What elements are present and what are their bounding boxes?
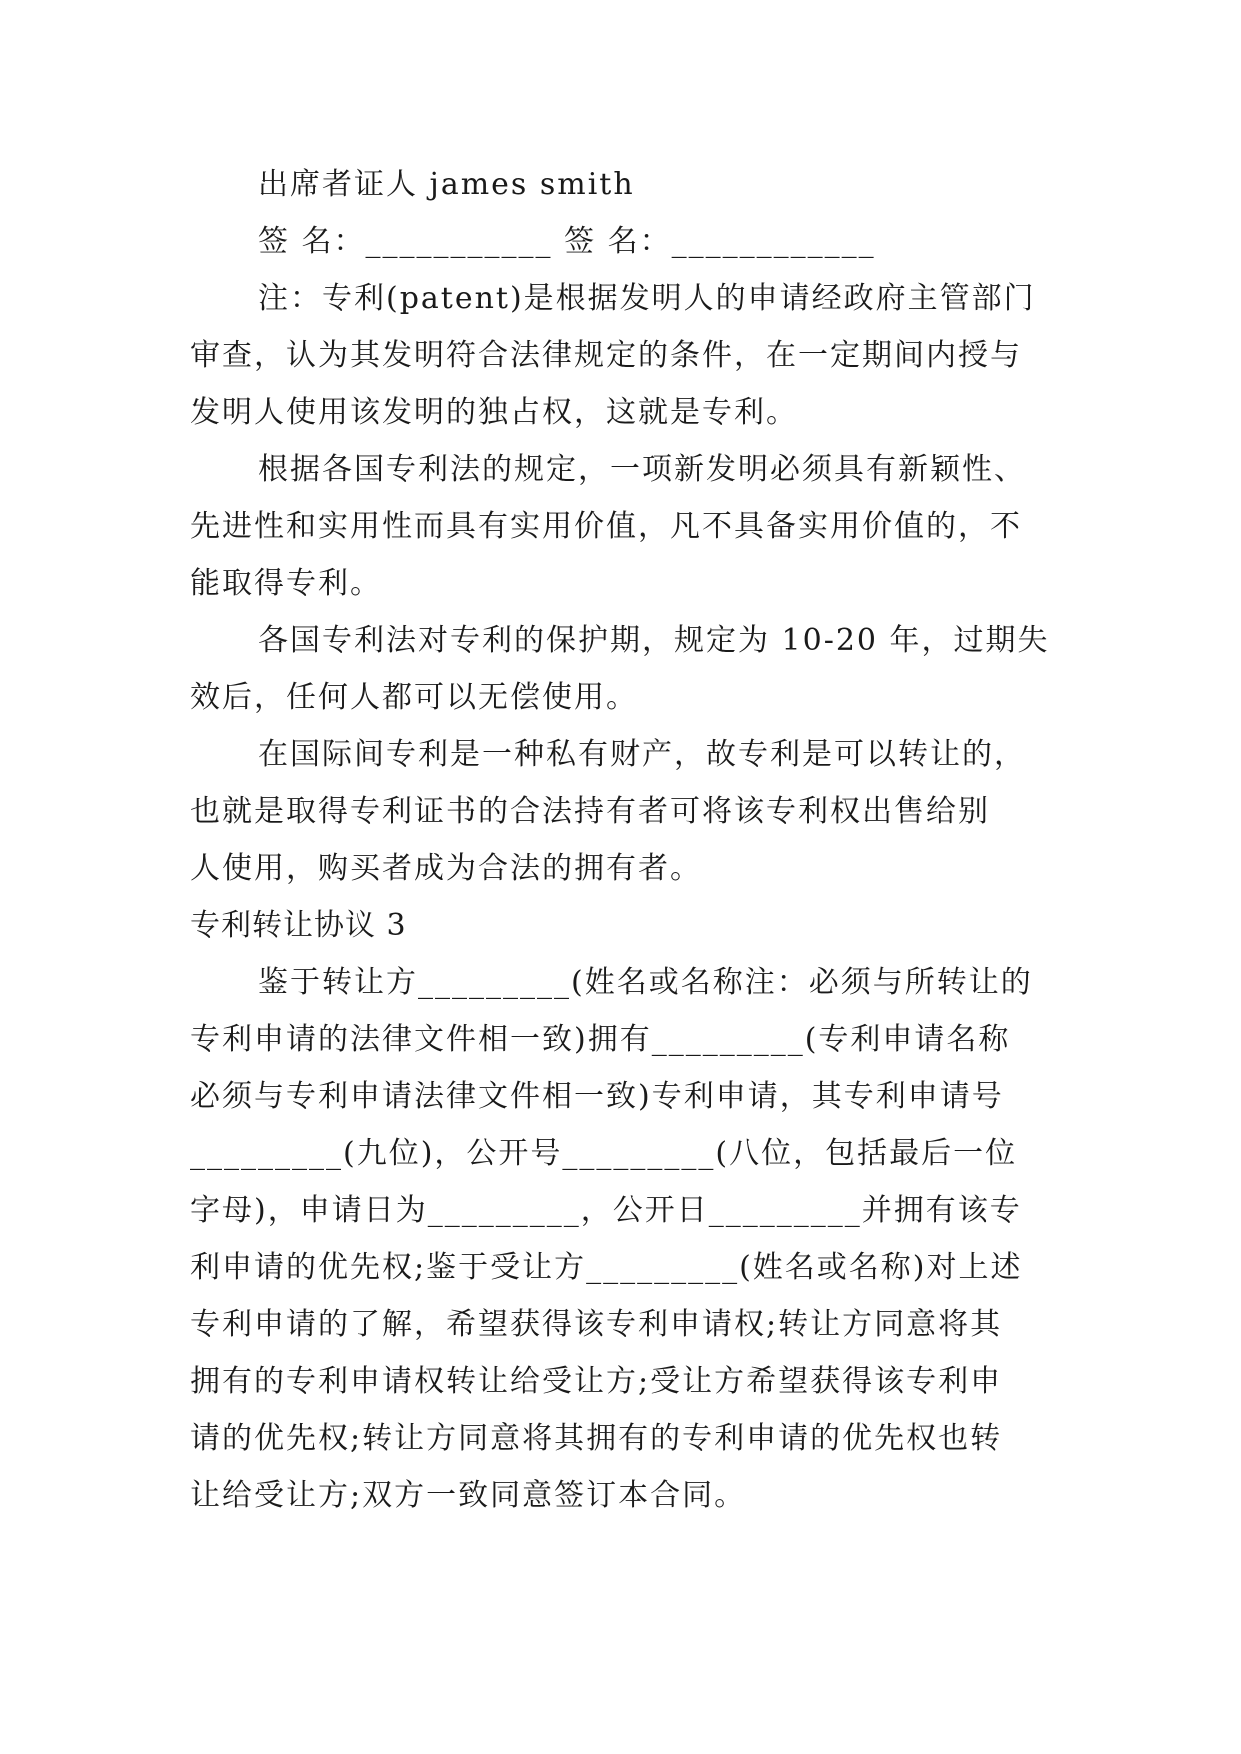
agreement-line: 专利申请的了解，希望获得该专利申请权;转让方同意将其 [190, 1307, 1003, 1342]
agreement-line: 请的优先权;转让方同意将其拥有的专利申请的优先权也转 [190, 1421, 1003, 1456]
paragraph-line: 注：专利(patent)是根据发明人的申请经政府主管部门 [258, 281, 1036, 316]
agreement-line: 拥有的专利申请权转让给受让方;受让方希望获得该专利申 [190, 1364, 1003, 1399]
signature-line: 签 名：___________ 签 名：____________ [258, 224, 876, 259]
paragraph-line: 人使用，购买者成为合法的拥有者。 [190, 851, 702, 886]
section-heading: 专利转让协议 3 [190, 908, 407, 943]
paragraph-line: 审查，认为其发明符合法律规定的条件，在一定期间内授与 [190, 338, 1022, 373]
paragraph-line: 发明人使用该发明的独占权，这就是专利。 [190, 395, 798, 430]
paragraph-line: 效后，任何人都可以无偿使用。 [190, 680, 638, 715]
paragraph-line: 也就是取得专利证书的合法持有者可将该专利权出售给别 [190, 794, 990, 829]
agreement-line: 专利申请的法律文件相一致)拥有_________(专利申请名称 [190, 1022, 1011, 1057]
agreement-line: _________(九位)，公开号_________(八位，包括最后一位 [190, 1136, 1018, 1171]
agreement-line: 让给受让方;双方一致同意签订本合同。 [190, 1478, 747, 1513]
agreement-line: 字母)，申请日为_________，公开日_________并拥有该专 [190, 1193, 1022, 1228]
paragraph-line: 能取得专利。 [190, 566, 382, 601]
paragraph-line: 各国专利法对专利的保护期，规定为 10-20 年，过期失 [258, 623, 1050, 658]
agreement-line: 利申请的优先权;鉴于受让方_________(姓名或名称)对上述 [190, 1250, 1023, 1285]
agreement-line: 鉴于转让方_________(姓名或名称注：必须与所转让的 [258, 965, 1033, 1000]
paragraph-line: 在国际间专利是一种私有财产，故专利是可以转让的， [258, 737, 1026, 772]
paragraph-line: 根据各国专利法的规定，一项新发明必须具有新颖性、 [258, 452, 1026, 487]
witness-line: 出席者证人 james smith [258, 167, 635, 202]
paragraph-line: 先进性和实用性而具有实用价值，凡不具备实用价值的，不 [190, 509, 1022, 544]
agreement-line: 必须与专利申请法律文件相一致)专利申请，其专利申请号 [190, 1079, 1004, 1114]
